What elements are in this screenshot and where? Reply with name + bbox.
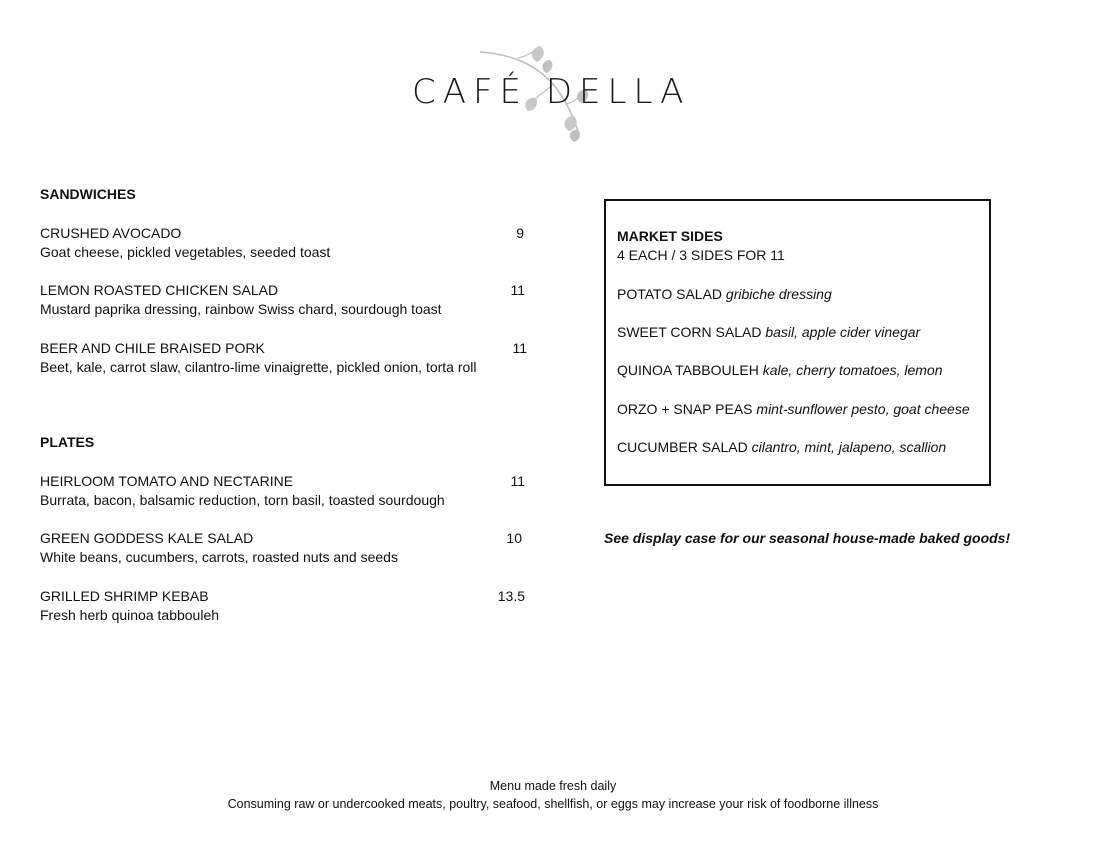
item-description: Fresh herb quinoa tabbouleh bbox=[40, 607, 220, 623]
left-column bbox=[40, 184, 530, 625]
item-name: LEMON ROASTED CHICKEN SALAD bbox=[40, 282, 279, 298]
menu-item bbox=[40, 472, 530, 510]
side-name: CUCUMBER SALAD bbox=[617, 439, 748, 455]
market-sides-box bbox=[604, 199, 991, 486]
item-name: GRILLED SHRIMP KEBAB bbox=[40, 588, 209, 604]
item-price: 10 bbox=[506, 530, 522, 546]
item-description: Burrata, bacon, balsamic reduction, torn basil, toasted sourdough bbox=[40, 492, 445, 508]
side-item bbox=[617, 438, 946, 457]
item-name: HEIRLOOM TOMATO AND NECTARINE bbox=[40, 473, 294, 489]
menu-item bbox=[40, 224, 530, 262]
side-item bbox=[617, 323, 920, 342]
item-price: 9 bbox=[516, 225, 524, 241]
side-name: SWEET CORN SALAD bbox=[617, 324, 762, 340]
item-price: 11 bbox=[512, 340, 527, 356]
side-item bbox=[617, 361, 943, 380]
logo-wordmark: CAFÉ DELLA bbox=[412, 72, 691, 112]
item-price: 11 bbox=[510, 282, 525, 298]
item-name: CRUSHED AVOCADO bbox=[40, 225, 182, 241]
item-description: Mustard paprika dressing, rainbow Swiss chard, sourdough toast bbox=[40, 301, 442, 317]
item-name: BEER AND CHILE BRAISED PORK bbox=[40, 340, 265, 356]
side-description: mint-sunflower pesto, goat cheese bbox=[756, 401, 970, 417]
footer-fresh-daily: Menu made fresh daily bbox=[489, 779, 617, 793]
sandwiches-heading: SANDWICHES bbox=[40, 186, 136, 202]
market-sides-content bbox=[617, 227, 987, 455]
footer-health-warning: Consuming raw or undercooked meats, poultry, seafood, shellfish, or eggs may increase your risk of foodborne illness bbox=[227, 797, 879, 811]
menu-item bbox=[40, 281, 530, 319]
item-description: Goat cheese, pickled vegetables, seeded toast bbox=[40, 244, 331, 260]
item-price: 11 bbox=[510, 473, 525, 489]
side-description: kale, cherry tomatoes, lemon bbox=[762, 362, 943, 378]
item-price: 13.5 bbox=[497, 588, 525, 604]
side-description: basil, apple cider vinegar bbox=[765, 324, 921, 340]
market-sides-pricing: 4 EACH / 3 SIDES FOR 11 bbox=[617, 247, 785, 263]
side-name: QUINOA TABBOULEH bbox=[617, 362, 759, 378]
side-description: gribiche dressing bbox=[725, 286, 832, 302]
side-name: ORZO + SNAP PEAS bbox=[617, 401, 753, 417]
menu-item bbox=[40, 529, 530, 567]
market-sides-heading: MARKET SIDES bbox=[617, 228, 723, 244]
side-item bbox=[617, 400, 970, 419]
item-name: GREEN GODDESS KALE SALAD bbox=[40, 530, 254, 546]
side-name: POTATO SALAD bbox=[617, 286, 723, 302]
menu-item bbox=[40, 587, 530, 625]
side-item bbox=[617, 285, 832, 304]
plates-heading: PLATES bbox=[40, 434, 95, 450]
baked-goods-note: See display case for our seasonal house-made baked goods! bbox=[604, 530, 1011, 546]
menu-item bbox=[40, 339, 530, 377]
item-description: White beans, cucumbers, carrots, roasted nuts and seeds bbox=[40, 549, 398, 565]
side-description: cilantro, mint, jalapeno, scallion bbox=[751, 439, 947, 455]
item-description: Beet, kale, carrot slaw, cilantro-lime vinaigrette, pickled onion, torta roll bbox=[40, 359, 477, 375]
cafe-logo bbox=[408, 44, 708, 144]
